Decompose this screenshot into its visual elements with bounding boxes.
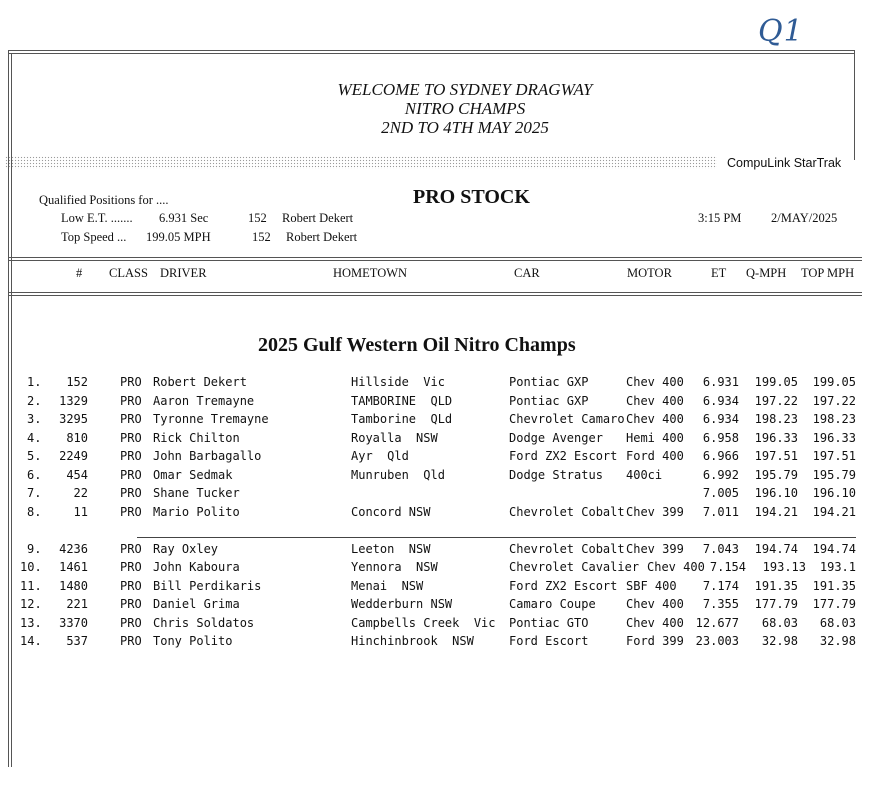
hometown: Ayr Qld [351,449,409,463]
motor: Ford 399 [626,634,684,648]
q-mph: 199.05 [754,375,798,389]
table-row [0,616,884,634]
frame-top-line-2 [8,53,854,54]
brand-label: CompuLink StarTrak [727,156,842,170]
car: Dodge Stratus [509,467,603,482]
q-mph: 191.35 [754,578,798,593]
position: 12. [20,597,42,611]
class: PRO [120,393,142,408]
et: 7.174 [702,578,739,593]
top-speed-value: 199.05 MPH [146,230,211,244]
table-row [0,560,884,578]
et: 6.966 [702,449,739,463]
position: 6. [27,467,42,482]
hometown: Concord NSW [351,504,431,519]
motor: Chev 399 [626,541,684,556]
car-number: 810 [66,430,88,445]
car: Ford ZX2 Escort [509,578,618,593]
car: Ford Escort [509,634,589,648]
hometown: Leeton NSW [351,541,431,556]
frame-top-line [8,50,854,51]
hometown: Royalla NSW [351,430,438,445]
driver: Bill Perdikaris [153,578,262,593]
header-line-3: 2ND TO 4TH MAY 2025 [381,118,549,137]
position: 8. [27,504,42,519]
table-row [0,486,884,504]
q-mph: 197.22 [754,393,798,408]
driver: Ray Oxley [153,541,219,556]
top-mph: 177.79 [812,597,856,611]
motor: Chev 399 [626,504,684,519]
table-row [0,597,884,615]
car-number: 22 [73,486,88,500]
top-mph: 193.1 [819,560,856,574]
et: 12.677 [695,615,739,630]
position: 14. [20,634,42,648]
class: PRO [120,560,142,574]
car: Ford ZX2 Escort [509,449,618,463]
driver: Shane Tucker [153,486,240,500]
class: PRO [120,486,142,500]
car-number: 221 [66,597,88,611]
motor: Chev 400 [626,615,684,630]
et: 7.011 [702,504,739,519]
top-mph: 198.23 [812,412,856,426]
driver: Daniel Grima [153,597,240,611]
q-mph: 196.10 [754,486,798,500]
top-mph: 191.35 [812,578,856,593]
table-row [0,634,884,652]
top-mph: 199.05 [812,375,856,389]
driver: Robert Dekert [153,375,247,389]
car-number: 2249 [59,449,88,463]
top-mph: 195.79 [812,467,856,482]
car-number: 1461 [59,560,88,574]
col-header-class: CLASS [109,266,148,280]
hometown: Hillside Vic [351,375,445,389]
motor: Chev 400 [626,412,684,426]
col-header-topmph: TOP MPH [801,266,855,280]
car: Chevrolet Cavalier [509,560,640,574]
car: Chevrolet Cobalt [509,504,625,519]
top-mph: 196.10 [812,486,856,500]
driver: Chris Soldatos [153,615,255,630]
hometown: Munruben Qld [351,467,445,482]
car: Pontiac GXP [509,375,589,389]
class: PRO [120,615,142,630]
car-number: 1329 [59,393,88,408]
et: 7.043 [702,541,739,556]
position: 11. [20,578,42,593]
top-mph: 196.33 [812,430,856,445]
q-mph: 177.79 [754,597,798,611]
motor: Hemi 400 [626,430,684,445]
car: Chevrolet Camaro [509,412,625,426]
col-header-motor: MOTOR [627,266,672,280]
driver: Mario Polito [153,504,240,519]
driver: Tony Polito [153,634,233,648]
et: 6.934 [702,412,739,426]
top-speed-label: Top Speed ... [61,230,127,244]
time-label: 3:15 PM [698,211,742,225]
class: PRO [120,375,142,389]
q-mph: 193.13 [762,560,806,574]
q-mph: 32.98 [761,634,798,648]
q-mph: 194.74 [754,541,798,556]
q-mph: 68.03 [761,615,798,630]
motor: 400ci [626,467,663,482]
col-header-hometown: HOMETOWN [333,266,408,280]
top-mph: 194.74 [812,541,856,556]
driver: John Kaboura [153,560,240,574]
top-mph: 194.21 [812,504,856,519]
table-row [0,431,884,449]
class: PRO [120,412,142,426]
table-row [0,542,884,560]
q-mph: 198.23 [754,412,798,426]
hometown: Menai NSW [351,578,424,593]
et: 7.355 [702,597,739,611]
car-number: 3295 [59,412,88,426]
car: Chevrolet Cobalt [509,541,625,556]
class: PRO [120,541,142,556]
col-header-number: # [76,266,83,280]
class: PRO [120,504,142,519]
class: PRO [120,578,142,593]
car: Pontiac GXP [509,393,589,408]
table-row [0,375,884,393]
top-mph: 68.03 [819,615,856,630]
car: Dodge Avenger [509,430,603,445]
handwritten-annotation: Q1 [758,14,804,49]
motor: Chev 400 [626,597,684,611]
et: 23.003 [695,634,739,648]
driver: Omar Sedmak [153,467,233,482]
car-number: 4236 [59,541,88,556]
top-speed-number: 152 [252,230,271,244]
header-rule-top [8,257,862,258]
et: 6.958 [702,430,739,445]
car: Camaro Coupe [509,597,596,611]
top-mph: 197.22 [812,393,856,408]
q-mph: 195.79 [754,467,798,482]
et: 7.154 [709,560,746,574]
top-speed-driver: Robert Dekert [286,230,358,244]
class: PRO [120,467,142,482]
motor: SBF 400 [626,578,677,593]
low-et-label: Low E.T. ....... [61,211,133,225]
car-number: 537 [66,634,88,648]
position: 2. [27,393,42,408]
driver: Aaron Tremayne [153,393,255,408]
car-number: 3370 [59,615,88,630]
position: 7. [27,486,42,500]
top-mph: 197.51 [812,449,856,463]
qualifying-cutoff-line [137,537,856,538]
car-number: 152 [66,375,88,389]
hometown: Yennora NSW [351,560,438,574]
hometown: TAMBORINE QLD [351,393,453,408]
header-line-2: NITRO CHAMPS [404,99,526,118]
car: Pontiac GTO [509,615,589,630]
col-header-qmph: Q-MPH [746,266,787,280]
col-header-car: CAR [514,266,540,280]
car-number: 454 [66,467,88,482]
top-mph: 32.98 [819,634,856,648]
class: PRO [120,430,142,445]
event-title: 2025 Gulf Western Oil Nitro Champs [258,334,576,356]
header-rule-bottom [8,292,862,293]
low-et-driver: Robert Dekert [282,211,354,225]
q-mph: 197.51 [754,449,798,463]
table-row [0,449,884,467]
col-header-et: ET [711,266,727,280]
car-number: 11 [73,504,88,519]
position: 9. [27,541,42,556]
header-line-1: WELCOME TO SYDNEY DRAGWAY [337,80,593,99]
table-row [0,468,884,486]
hometown: Tamborine QLd [351,412,453,426]
driver: Rick Chilton [153,430,240,445]
low-et-value: 6.931 Sec [159,211,209,225]
hometown: Wedderburn NSW [351,597,453,611]
position: 1. [27,375,42,389]
hometown: Campbells Creek Vic [351,615,496,630]
q-mph: 194.21 [754,504,798,519]
et: 6.992 [702,467,739,482]
table-row [0,394,884,412]
class: PRO [120,449,142,463]
motor: Ford 400 [626,449,684,463]
col-header-driver: DRIVER [160,266,207,280]
et: 6.934 [702,393,739,408]
table-row [0,412,884,430]
driver: Tyronne Tremayne [153,412,269,426]
et: 6.931 [702,375,739,389]
class: PRO [120,597,142,611]
qualified-label: Qualified Positions for .... [39,193,169,207]
et: 7.005 [702,486,739,500]
class: PRO [120,634,142,648]
position: 13. [20,615,42,630]
position: 5. [27,449,42,463]
position: 3. [27,412,42,426]
motor: Chev 400 [626,393,684,408]
motor: Chev 400 [647,560,705,574]
header-rule-bottom-2 [8,295,862,296]
driver: John Barbagallo [153,449,262,463]
position: 4. [27,430,42,445]
table-row [0,505,884,523]
position: 10. [20,560,42,574]
header-rule-top-2 [8,260,862,261]
q-mph: 196.33 [754,430,798,445]
dotted-band [5,156,717,169]
motor: Chev 400 [626,375,684,389]
hometown: Hinchinbrook NSW [351,634,474,648]
category-title: PRO STOCK [413,186,530,208]
low-et-number: 152 [248,211,267,225]
table-row [0,579,884,597]
date-label: 2/MAY/2025 [771,211,838,225]
car-number: 1480 [59,578,88,593]
